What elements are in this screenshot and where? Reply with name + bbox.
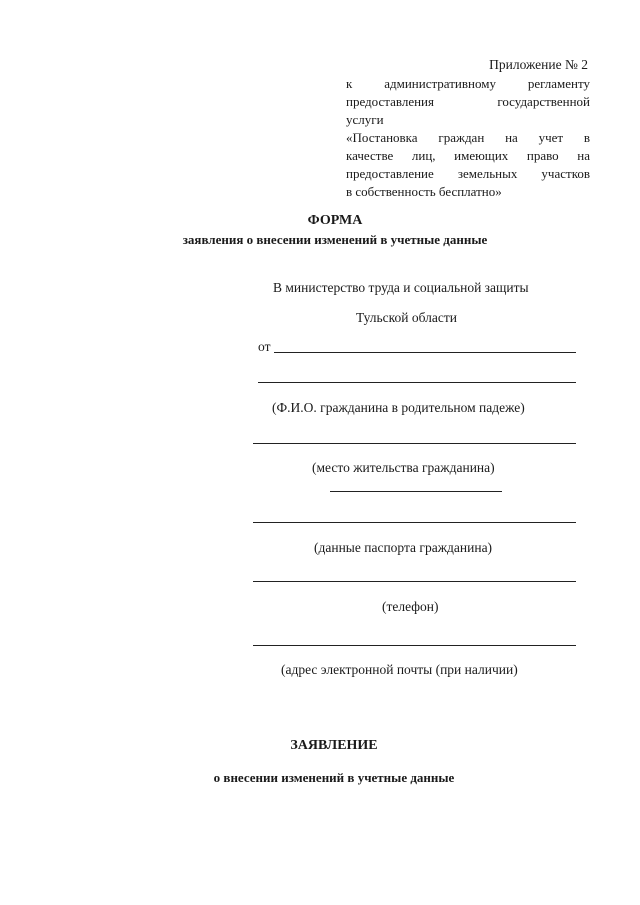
statement-subtitle: о внесении изменений в учетные данные [213,770,455,785]
statement-title: ЗАЯВЛЕНИЕ [290,738,378,753]
residence-field-2[interactable] [330,491,502,492]
appendix-number: Приложение № 2 [489,57,588,72]
email-field[interactable] [253,645,576,646]
appendix-line: качестве лиц, имеющих право на [346,148,590,163]
addressee-line-2: Тульской области [356,310,457,325]
appendix-line: предоставление земельных участков [346,166,590,181]
applicant-name-field[interactable] [274,352,576,353]
phone-caption: (телефон) [382,599,439,614]
appendix-reference [346,75,590,201]
passport-field[interactable] [253,522,576,523]
residence-field[interactable] [253,443,576,444]
email-caption: (адрес электронной почты (при наличии) [281,662,518,677]
appendix-line: к административному регламенту [346,76,590,91]
appendix-line: предоставления государственной [346,94,590,109]
appendix-line: «Постановка граждан на учет в [346,130,590,145]
phone-field[interactable] [253,581,576,582]
passport-caption: (данные паспорта гражданина) [314,540,493,555]
appendix-line: услуги [346,112,384,127]
form-title: ФОРМА [307,213,363,228]
form-subtitle: заявления о внесении изменений в учетные данные [182,232,488,247]
applicant-name-field-2[interactable] [258,382,576,383]
residence-caption: (место жительства гражданина) [312,460,495,475]
from-label: от [258,339,271,354]
appendix-line: в собственность бесплатно» [346,184,502,199]
addressee-line-1: В министерство труда и социальной защиты [273,280,529,295]
fio-caption: (Ф.И.О. гражданина в родительном падеже) [272,400,525,415]
